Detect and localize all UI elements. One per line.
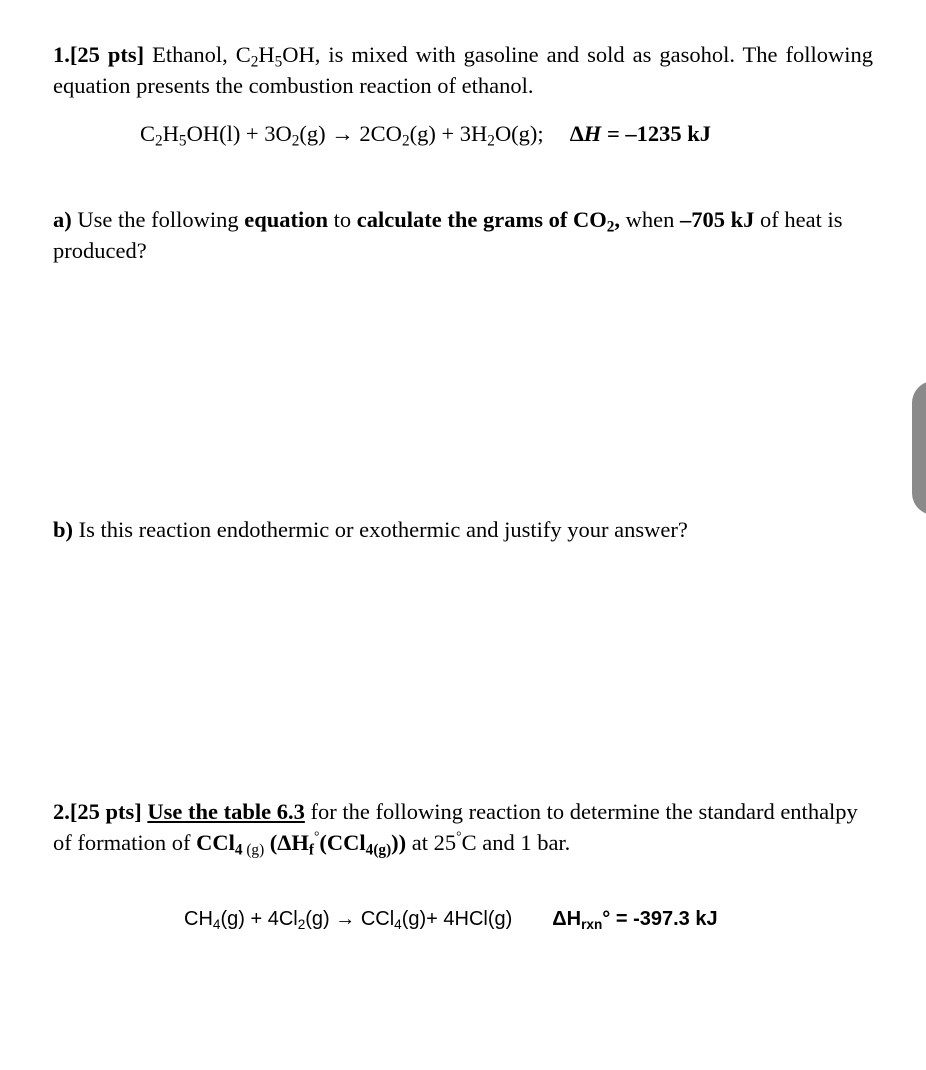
subscript: 2 [155, 132, 163, 150]
enthalpy-value: = –1235 kJ [601, 121, 712, 146]
compound-formula: CCl [196, 830, 235, 855]
subscript: 4 [212, 916, 221, 932]
question-1-intro: OH, is mixed with gasoline and sold as gasohol. The following equation presents the combustion reaction of ethanol. [53, 42, 874, 98]
part-a-text: Use the following [71, 207, 245, 232]
question-1-intro: Ethanol, C [144, 42, 251, 67]
question-2-number: 2. [53, 799, 70, 824]
enthalpy-value: ° = -397.3 kJ [602, 908, 718, 930]
equation-text: OH(l) + 3O [186, 121, 292, 146]
subscript: 5 [178, 132, 187, 150]
equation-text: (g)+ 4HCl(g) [401, 908, 513, 930]
part-a-question [53, 204, 873, 266]
question-2-body: for the following reaction to determine the standard enthalpy of formation of [53, 799, 858, 855]
question-2-points: [25 pts] [69, 799, 142, 824]
enthalpy-formation-symbol: (ΔH [264, 830, 309, 855]
part-a-bold: , [614, 207, 621, 232]
part-a-text: when [620, 207, 681, 232]
heat-value: –705 kJ [680, 207, 755, 232]
reaction-enthalpy [552, 908, 717, 930]
question-1-text [53, 39, 873, 101]
subscript: f [308, 841, 315, 859]
equation-text: 2CO [353, 121, 402, 146]
equation-text: O(g); [494, 121, 544, 146]
subscript: 4 [394, 916, 402, 932]
subscript: 5 [274, 53, 283, 71]
question-2-body: C and 1 bar. [461, 830, 571, 855]
equation-text: C [140, 121, 156, 146]
part-b-text: Is this reaction endothermic or exothermic and justify your answer? [73, 517, 688, 542]
equation-text: (g) → CCl [305, 908, 395, 930]
equation-text: (g) + 3H [409, 121, 488, 146]
part-b-question [53, 514, 873, 545]
question-1-points: [25 pts] [69, 42, 145, 67]
part-a-bold: calculate the grams of CO [356, 207, 607, 232]
equation-text: (g) + 4Cl [220, 908, 298, 930]
part-b-label: b) [53, 517, 74, 542]
equation-text: CH [184, 908, 213, 930]
part-a-text: of heat is produced? [53, 207, 843, 263]
equation-text: H [162, 121, 179, 146]
degree-symbol: ° [456, 828, 462, 844]
table-reference: Use the table 6.3 [147, 799, 305, 824]
subscript: 2 [291, 132, 300, 150]
enthalpy-symbol: H [583, 121, 602, 146]
question-1-number: 1. [53, 42, 70, 67]
subscript: 4(g) [365, 841, 392, 859]
phase-subscript: (g) [242, 841, 265, 859]
subscript: 2 [487, 132, 495, 150]
subscript: 2 [250, 53, 259, 71]
part-a-text: to [328, 207, 357, 232]
equation-text: (g) [299, 121, 332, 146]
compound-formula: (CCl [319, 830, 366, 855]
part-a-label: a) [53, 207, 72, 232]
question-2-body: at 25 [406, 830, 457, 855]
delta-symbol: Δ [569, 121, 584, 146]
enthalpy-change [570, 121, 711, 146]
reaction-arrow-icon: → [331, 121, 354, 146]
subscript: 4 [234, 841, 243, 859]
question-1-intro: H [258, 42, 275, 67]
subscript: 2 [297, 916, 306, 932]
degree-symbol: ° [314, 828, 320, 844]
subscript: 2 [401, 132, 410, 150]
enthalpy-symbol: ΔH [552, 908, 582, 930]
part-a-bold: equation [244, 207, 329, 232]
combustion-equation [140, 118, 711, 149]
subscript: rxn [581, 916, 603, 932]
ccl4-reaction-equation [184, 905, 718, 933]
side-panel-tab[interactable] [912, 381, 926, 515]
closing-parens: )) [391, 830, 407, 855]
subscript: 2 [606, 218, 615, 236]
question-2-text [53, 796, 873, 858]
